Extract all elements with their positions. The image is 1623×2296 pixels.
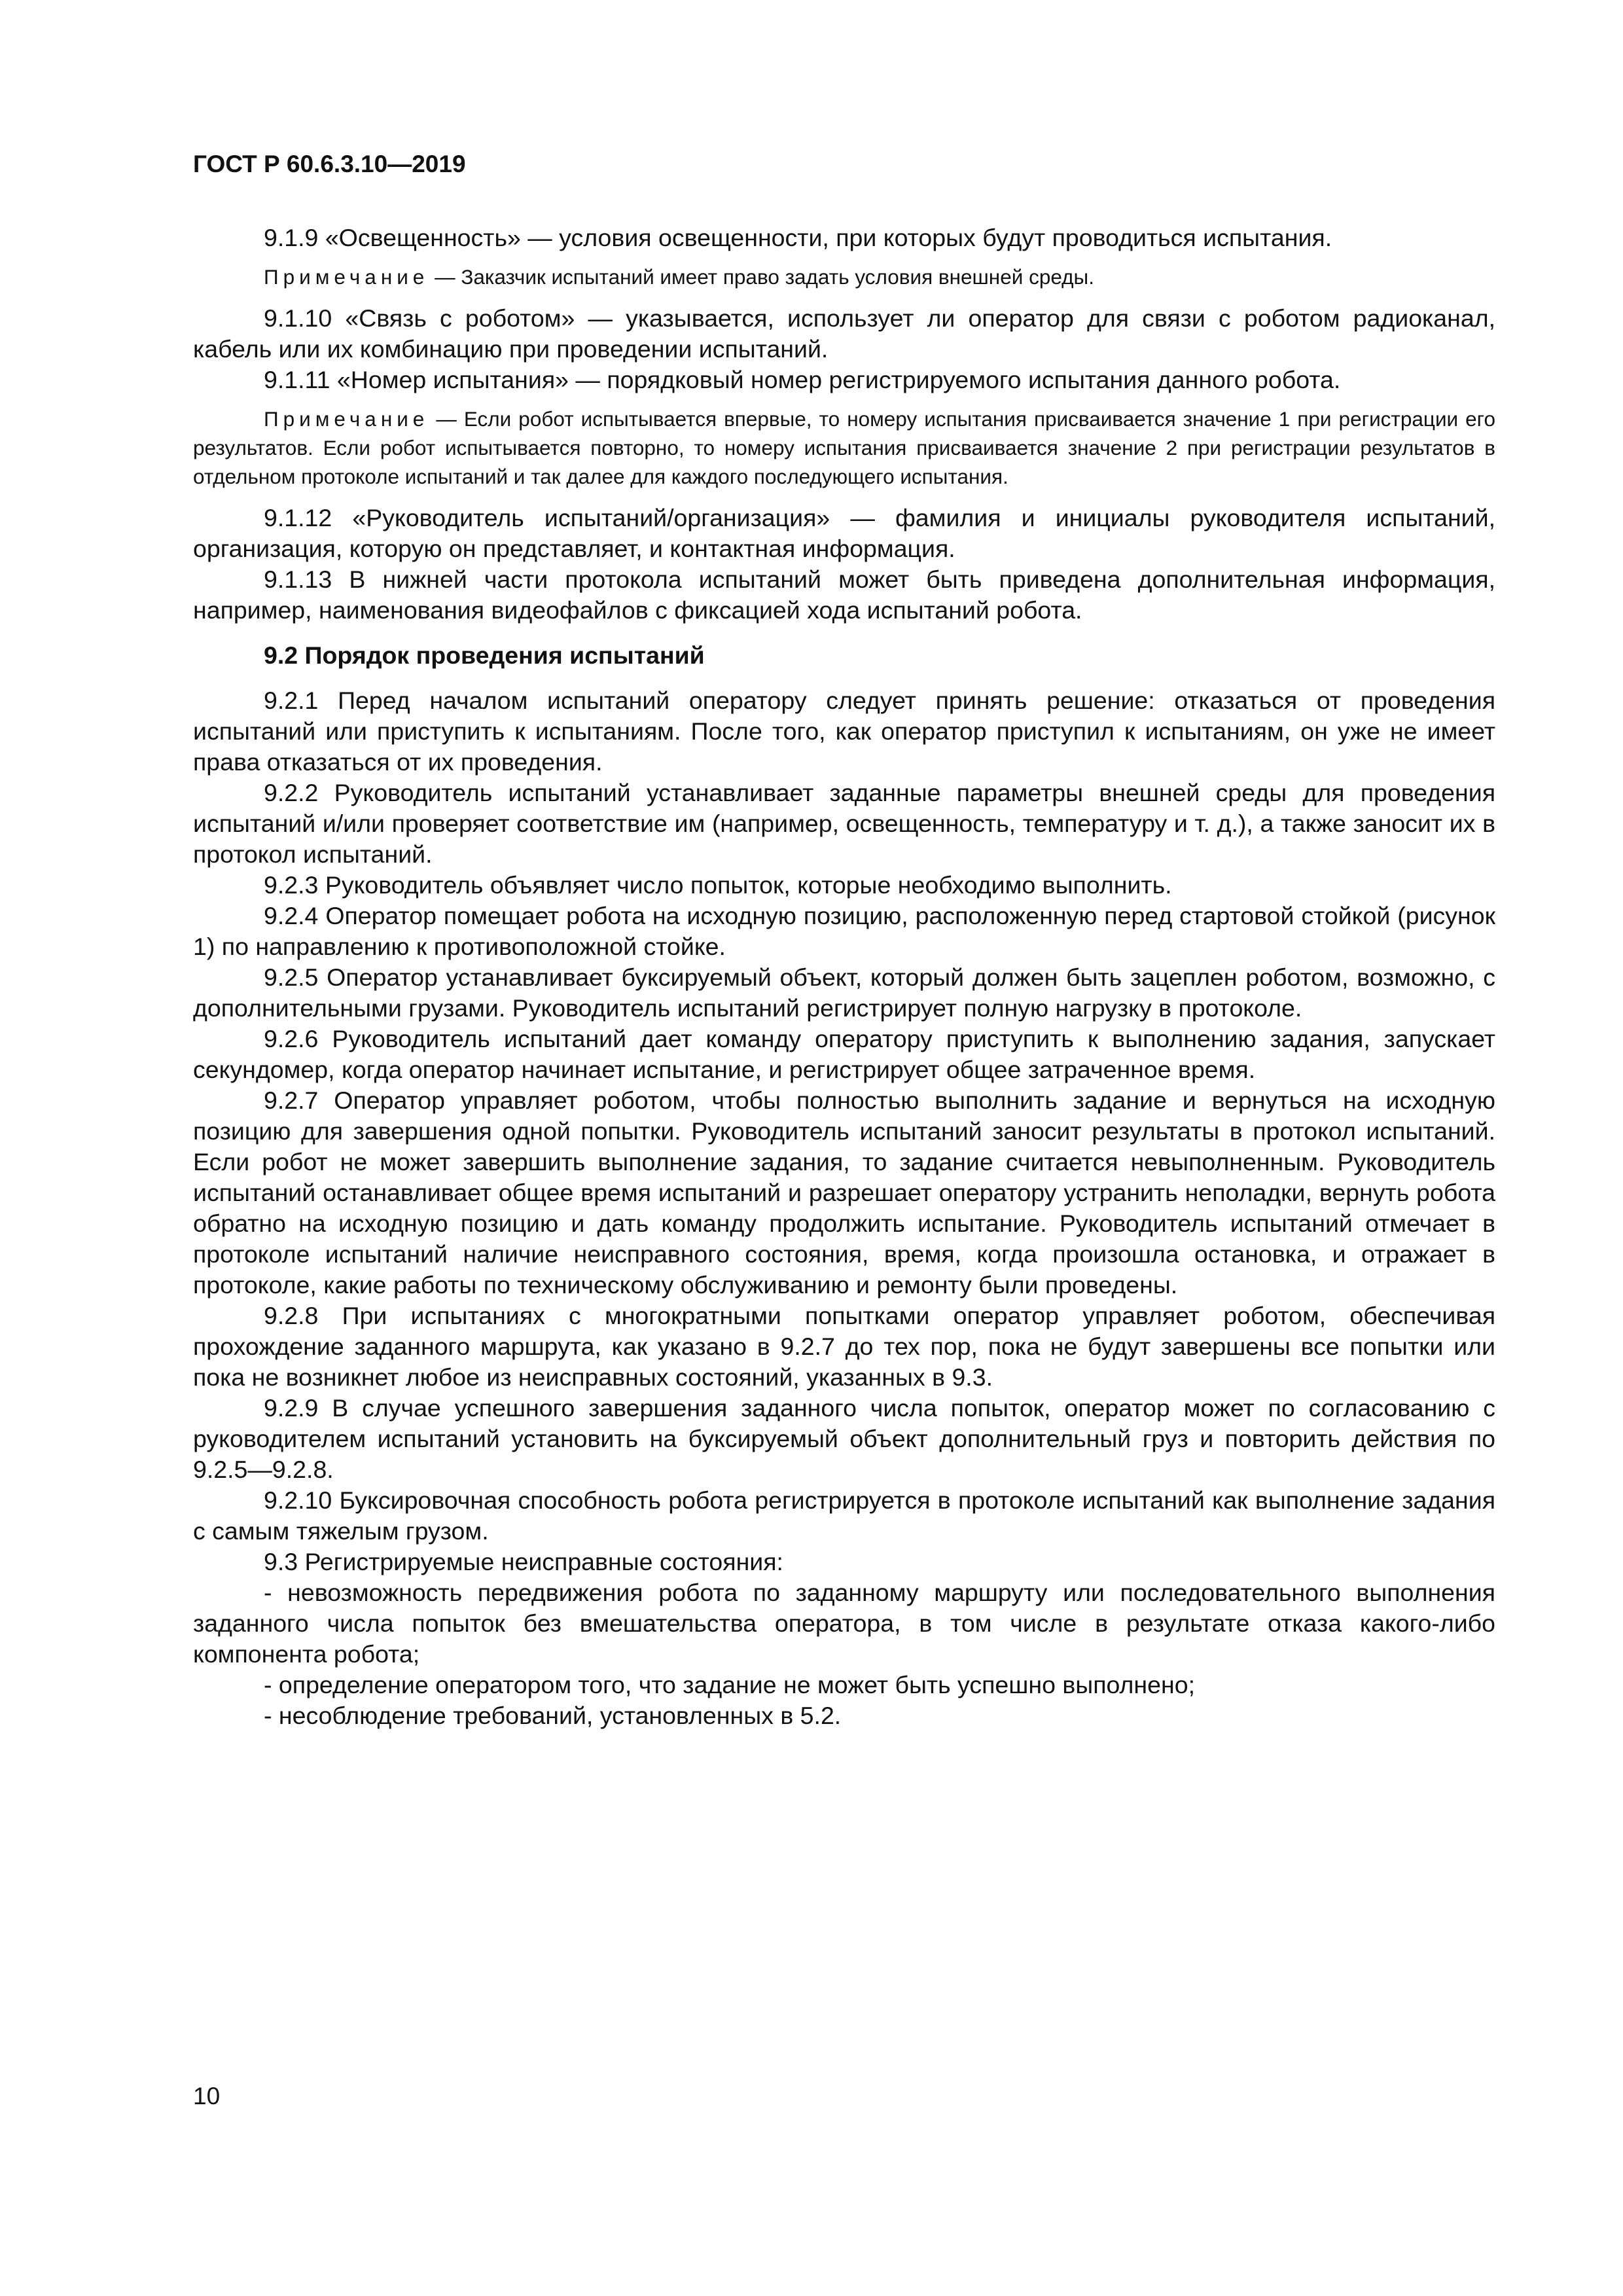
note-1 <box>193 262 1495 291</box>
note-2-text: — Если робот испытывается впервые, то номеру испытания присваивается значение 1 при регистрации его результатов. Если робот испытывается повторно, то номеру испытания присваивается значение 2 при регистрации результатов в отдельном протоколе испытаний и так далее для каждого последующего испытания. <box>193 407 1495 488</box>
document-body <box>193 223 1495 1731</box>
clause-9-2-9: 9.2.9 В случае успешного завершения заданного числа попыток, оператор может по согласованию с руководителем испытаний установить на буксируемый объект дополнительный груз и повторить действия по 9.2.5—9.2.8. <box>193 1394 1495 1483</box>
clause-9-2-8: 9.2.8 При испытаниях с многократными попытками оператор управляет роботом, обеспечивая прохождение заданного маршрута, как указано в 9.2.7 до тех пор, пока не будут завершены все попытки или пока не возникнет любое из неисправных состояний, указанных в 9.3. <box>193 1302 1495 1391</box>
clause-9-2-7: 9.2.7 Оператор управляет роботом, чтобы полностью выполнить задание и вернуться на исходную позицию для завершения одной попытки. Руководитель испытаний заносит результаты в протокол испытаний. Если робот не может завершить выполнение задания, то задание считается невыполненным. Руководитель испытаний останавливает общее время испытаний и разрешает оператору устранить неполадки, вернуть робота обратно на исходную позицию и дать команду продолжить испытание. Руководитель испытаний отмечает в протоколе испытаний наличие неисправного состояния, время, когда произошла остановка, и отражает в протоколе, какие работы по техническому обслуживанию и ремонту были проведены. <box>193 1086 1495 1299</box>
clause-9-2-6: 9.2.6 Руководитель испытаний дает команду оператору приступить к выполнению задания, запускает секундомер, когда оператор начинает испытание, и регистрирует общее затраченное время. <box>193 1025 1495 1083</box>
note-2-label: Примечание <box>264 407 429 431</box>
clause-9-1-12: 9.1.12 «Руководитель испытаний/организация» — фамилия и инициалы руководителя испытаний, организация, которую он представляет, и контактная информация. <box>193 504 1495 562</box>
clause-9-2-4: 9.2.4 Оператор помещает робота на исходную позицию, расположенную перед стартовой стойкой (рисунок 1) по направлению к противоположной стойке. <box>193 902 1495 960</box>
document-code-header: ГОСТ Р 60.6.3.10—2019 <box>193 151 466 177</box>
clause-9-3: 9.3 Регистрируемые неисправные состояния: <box>264 1548 783 1575</box>
clause-9-2-5: 9.2.5 Оператор устанавливает буксируемый объект, который должен быть зацеплен роботом, возможно, с дополнительными грузами. Руководитель испытаний регистрирует полную нагрузку в протоколе. <box>193 963 1495 1022</box>
clause-9-1-10: 9.1.10 «Связь с роботом» — указывается, использует ли оператор для связи с роботом радиоканал, кабель или их комбинацию при проведении испытаний. <box>193 304 1495 363</box>
clause-9-1-9: 9.1.9 «Освещенность» — условия освещенности, при которых будут проводиться испытания. <box>264 224 1332 251</box>
clause-9-1-13: 9.1.13 В нижней части протокола испытаний может быть приведена дополнительная информация, например, наименования видеофайлов с фиксацией хода испытаний робота. <box>193 565 1495 624</box>
clause-9-2-1: 9.2.1 Перед началом испытаний оператору следует принять решение: отказаться от проведения испытаний или приступить к испытаниям. После того, как оператор приступил к испытаниям, он уже не имеет права отказаться от их проведения. <box>193 687 1495 776</box>
clause-9-1-11: 9.1.11 «Номер испытания» — порядковый номер регистрируемого испытания данного робота. <box>264 366 1341 393</box>
note-1-text: — Заказчик испытаний имеет право задать условия внешней среды. <box>429 265 1094 289</box>
clause-9-2-3: 9.2.3 Руководитель объявляет число попыток, которые необходимо выполнить. <box>264 871 1172 899</box>
note-2 <box>193 404 1495 491</box>
page-number: 10 <box>193 2083 221 2109</box>
section-9-2-title: 9.2 Порядок проведения испытаний <box>264 641 705 669</box>
clause-9-2-2: 9.2.2 Руководитель испытаний устанавливает заданные параметры внешней среды для проведения испытаний и/или проверяет соответствие им (например, освещенность, температуру и т. д.), а также заносит их в протокол испытаний. <box>193 779 1495 868</box>
clause-9-2-10: 9.2.10 Буксировочная способность робота регистрируется в протоколе испытаний как выполнение задания с самым тяжелым грузом. <box>193 1486 1495 1545</box>
note-1-label: Примечание <box>264 265 429 289</box>
list-item: - невозможность передвижения робота по заданному маршруту или последовательного выполнения заданного числа попыток без вмешательства оператора, в том числе в результате отказа какого-либо компонента робота; <box>193 1579 1495 1668</box>
list-item: - определение оператором того, что задание не может быть успешно выполнено; <box>264 1671 1195 1698</box>
list-item: - несоблюдение требований, установленных в 5.2. <box>264 1702 842 1729</box>
